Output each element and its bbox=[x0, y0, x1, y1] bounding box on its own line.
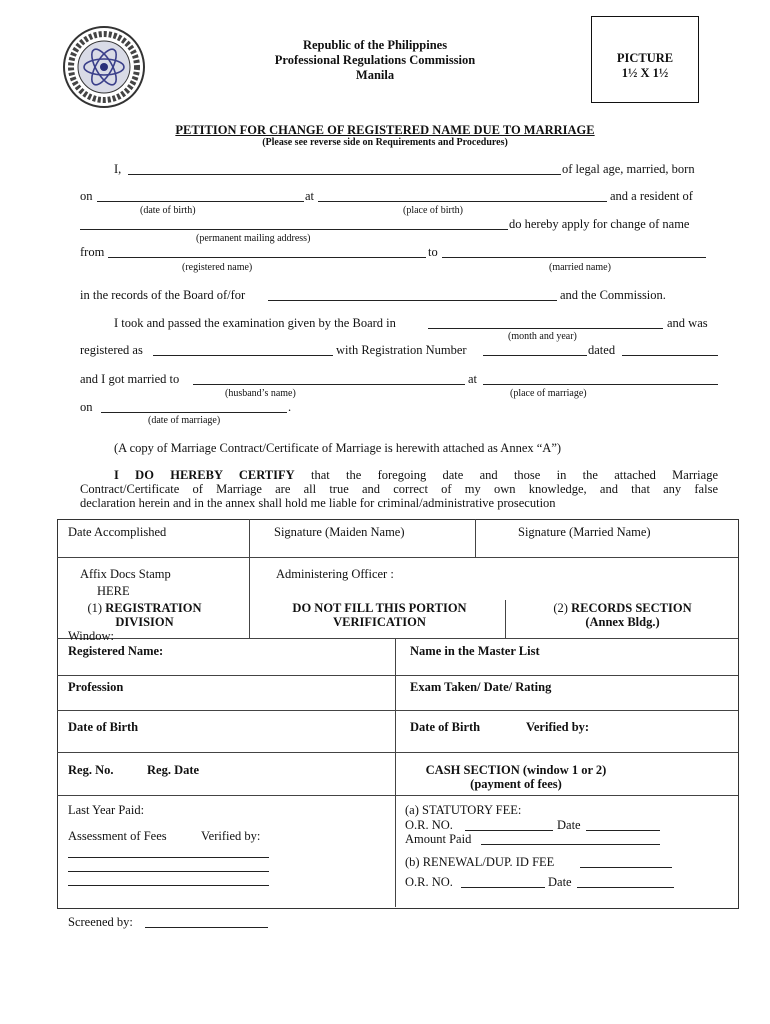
exam-month-year-field[interactable] bbox=[428, 328, 663, 329]
do-not-fill-label: DO NOT FILL THIS PORTION bbox=[292, 601, 467, 615]
or-no-2-label: O.R. NO. bbox=[405, 875, 453, 889]
records-section-title: (2) RECORDS SECTION bbox=[553, 601, 692, 615]
form-title: PETITION FOR CHANGE OF REGISTERED NAME DUE TO MARRIAGE bbox=[175, 123, 595, 137]
label-on: on bbox=[80, 189, 93, 203]
last-year-paid-label: Last Year Paid: bbox=[68, 803, 145, 817]
reg-date-cell: Reg. Date bbox=[147, 763, 200, 777]
registration-division-sub: DIVISION bbox=[115, 615, 174, 629]
registered-name-cell: Registered Name: bbox=[68, 644, 164, 658]
date-2-label: Date bbox=[548, 875, 572, 889]
picture-box bbox=[591, 16, 699, 103]
label-resident: and a resident of bbox=[610, 189, 693, 203]
hint-registered-name: (registered name) bbox=[182, 262, 253, 273]
date-accomplished-label: Date Accomplished bbox=[68, 525, 167, 539]
assessment-fees-label: Assessment of Fees bbox=[68, 829, 167, 843]
registration-division-text: REGISTRATION bbox=[105, 601, 202, 615]
exam-taken-cell: Exam Taken/ Date/ Rating bbox=[410, 680, 552, 694]
registration-date-field[interactable] bbox=[622, 355, 718, 356]
label-to: to bbox=[428, 245, 438, 259]
label-and-was: and was bbox=[667, 316, 708, 330]
label-legal-age: of legal age, married, born bbox=[562, 162, 695, 176]
certify-line-3: declaration herein and in the annex shall hold me liable for criminal/administrative prosecution bbox=[80, 496, 556, 510]
master-list-cell: Name in the Master List bbox=[410, 644, 540, 658]
cash-section-sub: (payment of fees) bbox=[470, 777, 562, 791]
registered-name-field[interactable] bbox=[108, 257, 426, 258]
registration-number-field[interactable] bbox=[483, 355, 587, 356]
verification-label: VERIFICATION bbox=[333, 615, 426, 629]
window-label: Window: bbox=[68, 629, 115, 643]
or-no-2-field[interactable] bbox=[461, 887, 545, 888]
label-i: I, bbox=[114, 162, 122, 176]
assessment-line-1[interactable] bbox=[68, 857, 269, 858]
header-commission: Professional Regulations Commission bbox=[274, 53, 476, 67]
renewal-fee-field[interactable] bbox=[580, 867, 672, 868]
registered-as-field[interactable] bbox=[153, 355, 333, 356]
assessment-line-2[interactable] bbox=[68, 871, 269, 872]
screened-by-label: Screened by: bbox=[68, 915, 133, 929]
picture-label: PICTURE bbox=[616, 51, 674, 65]
date-of-birth-field[interactable] bbox=[97, 201, 304, 202]
hint-date-of-marriage: (date of marriage) bbox=[148, 415, 221, 426]
hint-mailing-address: (permanent mailing address) bbox=[196, 233, 311, 244]
label-and-commission: and the Commission. bbox=[560, 288, 666, 302]
certify-emphasis: I DO HEREBY CERTIFY bbox=[114, 468, 295, 482]
date-of-birth-right-cell: Date of Birth bbox=[410, 720, 481, 734]
date-2-field[interactable] bbox=[577, 887, 674, 888]
period: . bbox=[288, 400, 292, 414]
records-section-text: RECORDS SECTION bbox=[571, 601, 692, 615]
label-from: from bbox=[80, 245, 105, 259]
registration-division-title: (1) REGISTRATION bbox=[87, 601, 202, 615]
statutory-fee-label: (a) STATUTORY FEE: bbox=[405, 803, 522, 817]
place-of-birth-field[interactable] bbox=[318, 201, 607, 202]
signature-married-label: Signature (Married Name) bbox=[518, 525, 651, 539]
hint-place-of-birth: (place of birth) bbox=[403, 205, 463, 216]
label-at: at bbox=[305, 189, 315, 203]
verified-by-fees-label: Verified by: bbox=[201, 829, 261, 843]
hint-place-of-marriage: (place of marriage) bbox=[510, 388, 587, 399]
label-dated: dated bbox=[588, 343, 616, 357]
label-got-married: and I got married to bbox=[80, 372, 180, 386]
affix-stamp-label: Affix Docs Stamp bbox=[80, 567, 171, 581]
place-of-marriage-field[interactable] bbox=[483, 384, 718, 385]
certify-line-1: I DO HEREBY CERTIFY that the foregoing date and those in the attached Marriage bbox=[114, 468, 718, 482]
renewal-fee-label: (b) RENEWAL/DUP. ID FEE bbox=[405, 855, 555, 869]
verified-by-cell: Verified by: bbox=[526, 720, 590, 734]
administering-officer-label: Administering Officer : bbox=[276, 567, 394, 581]
date-of-birth-left-cell: Date of Birth bbox=[68, 720, 139, 734]
annex-note: (A copy of Marriage Contract/Certificate of Marriage is herewith attached as Annex “A”) bbox=[114, 441, 562, 455]
picture-size: 1½ X 1½ bbox=[621, 66, 669, 80]
label-at-marriage: at bbox=[468, 372, 478, 386]
affix-here-label: HERE bbox=[97, 584, 130, 598]
or-no-label: O.R. NO. bbox=[405, 818, 453, 832]
hint-month-year: (month and year) bbox=[508, 331, 577, 342]
married-name-field[interactable] bbox=[442, 257, 706, 258]
profession-cell: Profession bbox=[68, 680, 124, 694]
signature-maiden-label: Signature (Maiden Name) bbox=[274, 525, 405, 539]
form-subtitle: (Please see reverse side on Requirements and Procedures) bbox=[262, 137, 508, 148]
or-no-field[interactable] bbox=[465, 830, 553, 831]
records-section-sub: (Annex Bldg.) bbox=[585, 615, 660, 629]
certify-line-2: Contract/Certificate of Marriage are all true and correct of my own knowledge, and that any false bbox=[80, 482, 718, 496]
reg-no-cell: Reg. No. bbox=[68, 763, 114, 777]
prc-seal-icon bbox=[62, 25, 146, 109]
header-republic: Republic of the Philippines bbox=[302, 38, 448, 52]
husband-name-field[interactable] bbox=[193, 384, 465, 385]
hint-date-of-birth: (date of birth) bbox=[140, 205, 196, 216]
screened-by-field[interactable] bbox=[145, 927, 268, 928]
label-records-board: in the records of the Board of/for bbox=[80, 288, 246, 302]
amount-paid-label: Amount Paid bbox=[405, 832, 472, 846]
label-registered-as: registered as bbox=[80, 343, 143, 357]
label-on-marriage: on bbox=[80, 400, 93, 414]
hint-married-name: (married name) bbox=[549, 262, 611, 273]
header-city: Manila bbox=[355, 68, 395, 82]
date-label: Date bbox=[557, 818, 581, 832]
certification-paragraph bbox=[80, 468, 718, 510]
date-of-marriage-field[interactable] bbox=[101, 412, 287, 413]
board-field[interactable] bbox=[268, 300, 557, 301]
assessment-line-3[interactable] bbox=[68, 885, 269, 886]
hint-husband-name: (husband’s name) bbox=[225, 388, 296, 399]
label-with-reg-no: with Registration Number bbox=[336, 343, 467, 357]
amount-paid-field[interactable] bbox=[481, 844, 660, 845]
full-name-field[interactable] bbox=[128, 174, 561, 175]
label-took-exam: I took and passed the examination given by the Board in bbox=[114, 316, 396, 330]
label-apply: do hereby apply for change of name bbox=[509, 217, 690, 231]
or-date-field[interactable] bbox=[586, 830, 660, 831]
cash-section-title: CASH SECTION (window 1 or 2) bbox=[425, 763, 607, 777]
mailing-address-field[interactable] bbox=[80, 229, 508, 230]
